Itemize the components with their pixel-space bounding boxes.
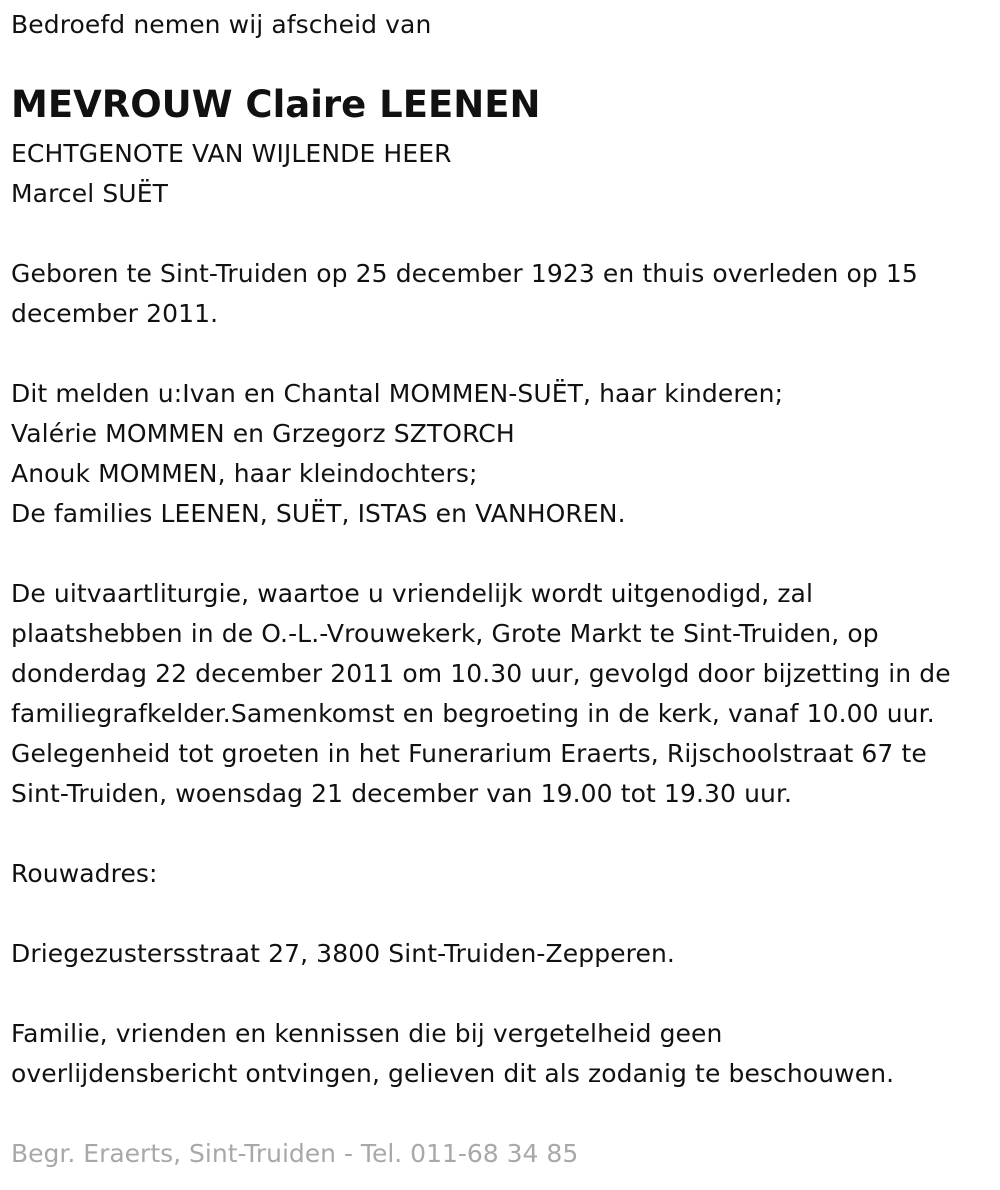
family-line: Valérie MOMMEN en Grzegorz SZTORCH xyxy=(11,419,515,448)
rouwadres-label xyxy=(11,854,158,894)
paragraph-line: december 2011. xyxy=(11,299,219,328)
funeral-line: donderdag 22 december 2011 om 10.30 uur, gevolgd door bijzetting in de xyxy=(11,659,951,688)
family-paragraph xyxy=(11,374,783,534)
notice-line: Familie, vrienden en kennissen die bij vergetelheid geen xyxy=(11,1019,723,1048)
family-line: De families LEENEN, SUËT, ISTAS en VANHOREN. xyxy=(11,499,626,528)
funeral-line: plaatshebben in de O.-L.-Vrouwekerk, Grote Markt te Sint-Truiden, op xyxy=(11,619,879,648)
spouse-block xyxy=(11,134,452,214)
funeral-home-footer: Begr. Eraerts, Sint-Truiden - Tel. 011-68 34 85 xyxy=(11,1139,579,1168)
intro-text: Bedroefd nemen wij afscheid van xyxy=(11,10,432,39)
family-line: Dit melden u:Ivan en Chantal MOMMEN-SUËT, haar kinderen; xyxy=(11,379,784,408)
notice-line: overlijdensbericht ontvingen, gelieven dit als zodanig te beschouwen. xyxy=(11,1059,895,1088)
family-line: Anouk MOMMEN, haar kleindochters; xyxy=(11,459,478,488)
funeral-line: familiegrafkelder.Samenkomst en begroeting in de kerk, vanaf 10.00 uur. xyxy=(11,699,935,728)
paragraph-line: Geboren te Sint-Truiden op 25 december 1923 en thuis overleden op 15 xyxy=(11,259,918,288)
funeral-paragraph xyxy=(11,574,951,814)
address-text: Driegezustersstraat 27, 3800 Sint-Truiden-Zepperen. xyxy=(11,939,675,968)
spouse-relation: ECHTGENOTE VAN WIJLENDE HEER xyxy=(11,139,452,168)
rouwadres-label-text: Rouwadres: xyxy=(11,859,158,888)
notice-paragraph xyxy=(11,1014,894,1094)
birth-death-paragraph xyxy=(11,254,918,334)
spouse-name: Marcel SUËT xyxy=(11,179,168,208)
funeral-line: De uitvaartliturgie, waartoe u vriendelijk wordt uitgenodigd, zal xyxy=(11,579,814,608)
deceased-name: MEVROUW Claire LEENEN xyxy=(11,83,541,126)
funeral-line: Sint-Truiden, woensdag 21 december van 19.00 tot 19.30 uur. xyxy=(11,779,793,808)
mourning-address xyxy=(11,934,675,974)
funeral-line: Gelegenheid tot groeten in het Funerarium Eraerts, Rijschoolstraat 67 te xyxy=(11,739,927,768)
